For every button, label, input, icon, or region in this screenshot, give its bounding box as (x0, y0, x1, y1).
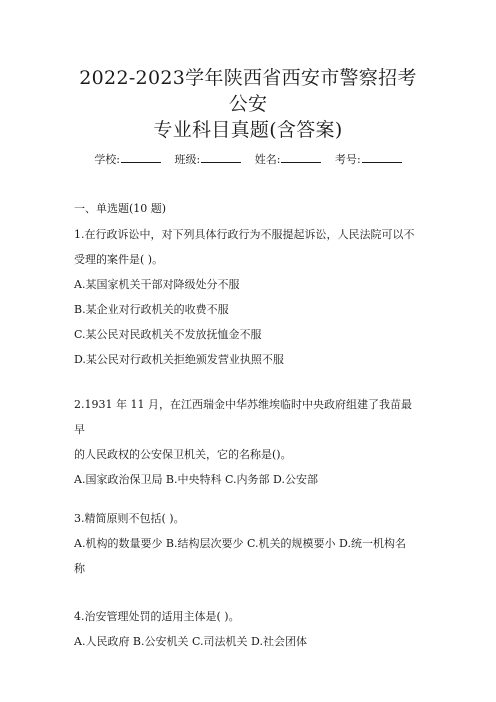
options-line: A.人民政府 B.公安机关 C.司法机关 D.社会团体 (74, 635, 307, 648)
option-b: B.某企业对行政机关的收费不服 (74, 303, 229, 316)
school-label: 学校: (94, 153, 121, 166)
options-line: A.国家政治保卫局 B.中央特科 C.内务部 D.公安部 (74, 473, 318, 486)
name-blank (281, 153, 321, 163)
number-blank (362, 153, 402, 163)
section-title: 一、单选题(10 题) (74, 202, 167, 215)
option-a: A.某国家机关干部对降级处分不服 (74, 278, 240, 291)
option-c: C.某公民对民政机关不发放抚恤金不服 (74, 328, 262, 341)
option-d: D.某公民对行政机关拒绝颁发营业执照不服 (74, 353, 284, 366)
question-stem: 1.在行政诉讼中，对下列具体行政行为不服提起诉讼，人民法院可以不 (74, 228, 415, 241)
doc-title-line-1: 2022-2023学年陕西省西安市警察招考公安 (79, 67, 417, 115)
question-stem: 4.治安管理处罚的适用主体是( )。 (74, 610, 240, 623)
school-blank (121, 153, 161, 163)
doc-title-line-2: 专业科目真题(含答案) (153, 119, 343, 141)
question-4 (74, 604, 422, 654)
name-label: 姓名: (254, 153, 281, 166)
student-info-line (74, 151, 422, 167)
question-3 (74, 506, 422, 581)
question-2 (74, 392, 422, 492)
class-label: 班级: (174, 153, 201, 166)
question-stem: 3.精简原则不包括( )。 (74, 512, 185, 525)
question-stem: 2.1931 年 11 月，在江西瑞金中华苏维埃临时中央政府组建了我苗最早 (74, 398, 412, 436)
question-1 (74, 222, 422, 372)
question-stem: 受理的案件是( )。 (74, 253, 164, 266)
question-stem: 的人民政权的公安保卫机关，它的名称是()。 (74, 448, 292, 461)
options-line: A.机构的数量要少 B.结构层次要少 C.机关的规模要小 D.统一机构名 (74, 537, 406, 550)
number-label: 考号: (334, 153, 361, 166)
options-line: 称 (74, 562, 85, 575)
class-blank (201, 153, 241, 163)
